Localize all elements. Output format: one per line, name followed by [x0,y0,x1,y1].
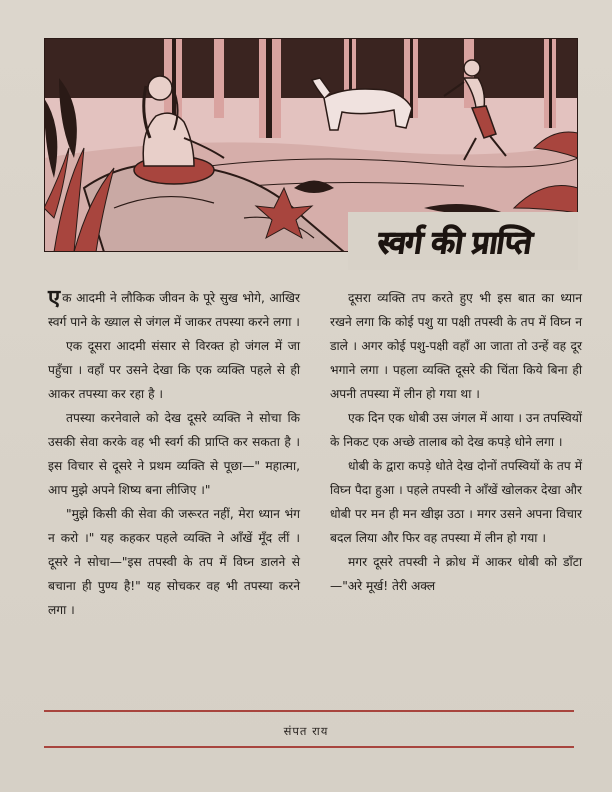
paragraph [48,286,300,334]
story-title: स्वर्ग की प्राप्ति [375,225,534,261]
paragraph: एक दिन एक धोबी उस जंगल में आया । उन तपस्वियों के निकट एक अच्छे तालाब को देख कपड़े धोने लगा । [330,411,582,449]
paragraph: मगर दूसरे तपस्वी ने क्रोध में आकर धोबी को डाँटा—"अरे मूर्ख! तेरी अक्ल [330,555,582,593]
paragraph: दूसरा व्यक्ति तप करते हुए भी इस बात का ध्यान रखने लगा कि कोई पशु या पक्षी तपस्वी के तप में विघ्न न डाले । अगर कोई पशु-पक्षी वहाँ आ जाता तो उन्हें वह दूर भगाने लगा । पहला व्यक्ति दूसरे की चिंता किये बिना ही अपनी तपस्या में लीन हो गया था । [330,291,582,401]
dropcap: ए [48,286,61,311]
footer-rule-top [44,710,574,712]
author-name: संपत राय [283,724,329,738]
paragraph-text: क आदमी ने लौकिक जीवन के पूरे सुख भोगे, आखिर स्वर्ग पाने के ख्याल से जंगल में जाकर तपस्या करने लगा । [48,291,300,329]
paragraph: एक दूसरा आदमी संसार से विरक्त हो जंगल में जा पहुँचा । वहाँ पर उसने देखा कि एक व्यक्ति पहले से ही आकर तपस्या कर रहा है । [48,339,300,401]
footer-rule-bottom [44,746,574,748]
right-column [330,286,582,598]
paragraph: "मुझे किसी की सेवा की जरूरत नहीं, मेरा ध्यान भंग न करो ।" यह कहकर पहले व्यक्ति ने आँखें मूँद लीं । दूसरे ने सोचा—"इस तपस्वी के तप में विघ्न डालने से बचाना ही पुण्य है!" यह सोचकर वह भी तपस्या करने लगा । [48,507,300,617]
paragraph: धोबी के द्वारा कपड़े धोते देख दोनों तपस्वियों के तप में विघ्न पैदा हुआ । पहले तपस्वी ने आँखें खोलकर देखा और धोबी पर मन ही मन खीझ उठा । मगर उसने अपना विचार बदल लिया और फिर वह तपस्या में लीन हो गया । [330,459,582,545]
paragraph: तपस्या करनेवाले को देख दूसरे व्यक्ति ने सोचा कि उसकी सेवा करके वह भी स्वर्ग की प्राप्ति कर सकता है । इस विचार से दूसरे ने प्रथम व्यक्ति से पूछा—" महात्मा, आप मुझे अपने शिष्य बना लीजिए ।" [48,411,300,497]
left-column [48,286,300,622]
